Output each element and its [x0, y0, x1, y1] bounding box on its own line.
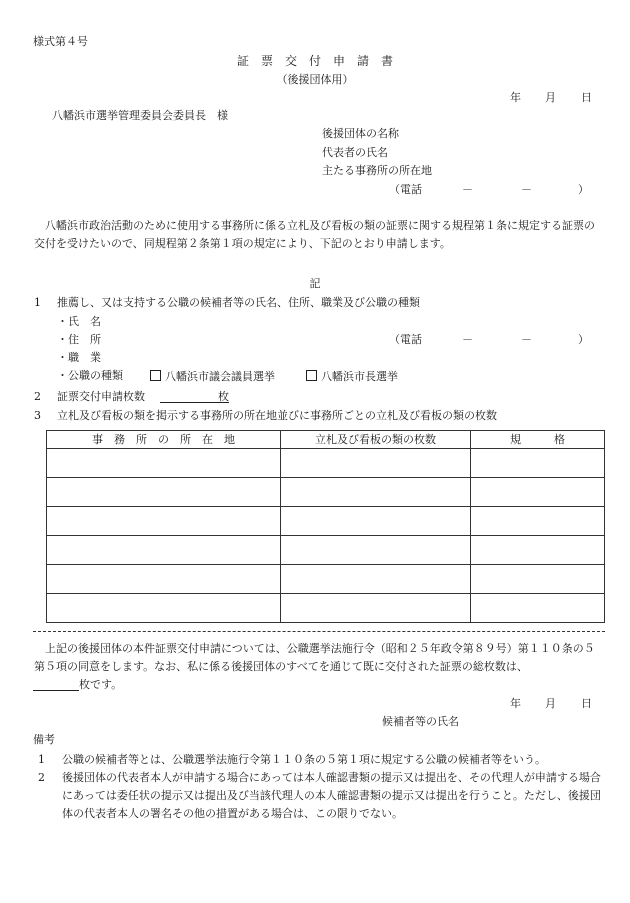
candidate-occupation-label: ・職 業 — [57, 351, 101, 364]
checkbox[interactable] — [306, 370, 317, 381]
candidate-address-label: ・住 所 — [57, 333, 101, 346]
count-cell[interactable] — [281, 594, 471, 623]
table-row — [47, 478, 605, 507]
address-cell[interactable] — [47, 478, 281, 507]
form-title: 証 票 交 付 申 請 書 — [236, 54, 393, 68]
consent-paragraph: 上記の後援団体の本件証票交付申請については、公職選挙法施行令（昭和２５年政令第８９号）第１１０条の５第５項の同意をします。なお、私に係る後援団体のすべてを通じて既に交付された証票の総枚数は、 — [34, 642, 595, 673]
spec-cell[interactable] — [471, 507, 605, 536]
candidate-name-label: 候補者等の氏名 — [382, 715, 459, 728]
date-day: 日 — [581, 697, 592, 710]
table-row — [47, 536, 605, 565]
count-cell[interactable] — [281, 536, 471, 565]
option-city-council[interactable] — [150, 370, 275, 382]
phone-close: ） — [578, 333, 589, 346]
column-header: 規 格 — [471, 431, 605, 449]
remark-item — [38, 751, 604, 769]
section-heading: 推薦し、又は支持する公職の候補者等の氏名、住所、職業及び公職の種類 — [57, 296, 420, 309]
remark-number: 1 — [38, 753, 45, 766]
intro-paragraph: 八幡浜市政治活動のために使用する事務所に係る立札及び看板の類の証票に関する規程第１条に規定する証票の交付を受けたいので、同規程第２条第１項の規定により、下記のとおり申請します。 — [34, 219, 595, 250]
issue-count-label: 証票交付申請枚数 — [57, 390, 145, 403]
phone-dash: － — [462, 183, 473, 196]
remark-text: 公職の候補者等とは、公職選挙法施行令第１１０条の５第１項に規定する公職の候補者等をいう。 — [62, 753, 546, 766]
issue-count-unit: 枚 — [218, 390, 229, 403]
phone-label: （電話 — [389, 183, 422, 196]
count-cell[interactable] — [281, 478, 471, 507]
option-label: 八幡浜市議会議員選挙 — [165, 370, 275, 383]
remarks-heading: 備考 — [33, 733, 55, 746]
phone-dash: － — [462, 333, 473, 346]
date-year: 年 — [510, 697, 521, 710]
address-cell[interactable] — [47, 449, 281, 478]
addressee: 八幡浜市選挙管理委員会委員長 様 — [52, 109, 228, 122]
phone-label: （電話 — [389, 333, 422, 346]
section-number: 1 — [34, 296, 41, 309]
column-header: 立札及び看板の類の枚数 — [281, 431, 471, 449]
ki-heading: 記 — [309, 277, 321, 290]
section-heading: 立札及び看板の類を掲示する事務所の所在地並びに事務所ごとの立札及び看板の類の枚数 — [57, 409, 497, 422]
issue-count-field[interactable] — [160, 391, 229, 403]
remark-text: 後援団体の代表者本人が申請する場合にあっては本人確認書類の提示又は提出を、その代理人が申請する場合にあっては委任状の提示又は提出及び当該代理人の本人確認書類の提示又は提出を行うこと。ただし、後援団体の代表者本人の署名その他の措置がある場合は、この限りでない。 — [62, 771, 601, 820]
count-cell[interactable] — [281, 449, 471, 478]
phone-close: ） — [578, 183, 589, 196]
date-day: 日 — [581, 91, 592, 104]
remark-number: 2 — [38, 771, 45, 784]
total-count-blank[interactable] — [33, 679, 79, 691]
address-cell[interactable] — [47, 594, 281, 623]
table-row — [47, 507, 605, 536]
spec-cell[interactable] — [471, 478, 605, 507]
table-row — [47, 449, 605, 478]
phone-dash: － — [521, 333, 532, 346]
candidate-name-label: ・氏 名 — [57, 315, 101, 328]
date-month: 月 — [545, 91, 556, 104]
phone-dash: － — [521, 183, 532, 196]
table-row — [47, 565, 605, 594]
spec-cell[interactable] — [471, 594, 605, 623]
dashed-divider — [33, 631, 605, 632]
section-number: 3 — [34, 409, 41, 422]
count-cell[interactable] — [281, 507, 471, 536]
spec-cell[interactable] — [471, 449, 605, 478]
org-name-label: 後援団体の名称 — [322, 127, 399, 140]
count-cell[interactable] — [281, 565, 471, 594]
column-header: 事 務 所 の 所 在 地 — [47, 431, 281, 449]
issue-count-blank[interactable] — [160, 391, 218, 403]
spec-cell[interactable] — [471, 536, 605, 565]
address-cell[interactable] — [47, 565, 281, 594]
option-label: 八幡浜市長選挙 — [321, 370, 398, 383]
date-year: 年 — [510, 91, 521, 104]
address-cell[interactable] — [47, 507, 281, 536]
section-number: 2 — [34, 390, 41, 403]
option-mayor[interactable] — [306, 370, 398, 382]
table-header-row — [47, 431, 605, 449]
date-month: 月 — [545, 697, 556, 710]
offices-table — [46, 430, 605, 623]
total-count-unit: 枚です。 — [79, 678, 123, 691]
office-address-label: 主たる事務所の所在地 — [322, 164, 432, 177]
total-count-field[interactable] — [33, 679, 122, 691]
office-type-label: ・公職の種類 — [57, 369, 123, 382]
address-cell[interactable] — [47, 536, 281, 565]
form-subtitle: （後援団体用） — [276, 73, 354, 86]
rep-name-label: 代表者の氏名 — [322, 146, 388, 159]
checkbox[interactable] — [150, 370, 161, 381]
remark-item — [38, 769, 604, 823]
form-number: 様式第４号 — [33, 35, 88, 48]
table-row — [47, 594, 605, 623]
spec-cell[interactable] — [471, 565, 605, 594]
